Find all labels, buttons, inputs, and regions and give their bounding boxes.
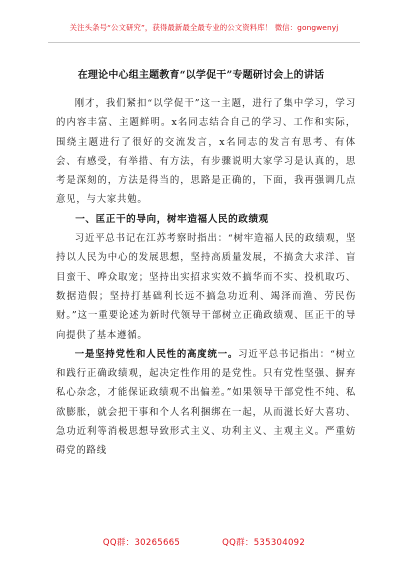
section-heading-1: 一、匡正干的导向，树牢造福人民的政绩观 <box>75 213 269 225</box>
intro-paragraph: 刚才，我们紧扣“以学促干”这一主题，进行了集中学习，学习的内容丰富、主题鲜明。x名同志结合自己的学习、工作和实际，围绕主题进行了很好的交流发言，x名同志的发言有思考、有体会、有感受，有举措、有方法，有步骤说明大家学习是认真的，思考是深刻的，方法是得当的，思路是正确的，下面，我再强调几点意见，与大家共勉。 <box>56 98 356 206</box>
section-1-paragraph: 习近平总书记在江苏考察时指出：“树牢造福人民的政绩观，坚持以人民为中心的发展思想，坚持高质量发展，不搞贪大求洋、盲目蛮干、哗众取宠；坚持出实招求实效不搞华而不实、投机取巧、数据造假；坚持打基础利长远不搞急功近利、竭泽而渔、劳民伤财。”这一重要论述为新时代领导干部树立正确政绩观、匡正干的导向提供了基本遵循。 <box>56 233 356 341</box>
header-divider <box>48 42 360 43</box>
header-note: 关注头条号“公文研究”，获得最新最全最专业的公文资料库！ 微信：gongwenyj <box>69 23 339 32</box>
document-title: 在理论中心组主题教育“以学促干”专题研讨会上的讲话 <box>77 70 325 81</box>
point-1-paragraph <box>56 345 356 461</box>
footer-qq-group-alt: QQ群：535304092 <box>222 538 306 548</box>
point-1-text: 习近平总书记指出：“树立和践行正确政绩观，起决定性作用的是党性。只有党性坚强、摒弃私心杂念，才能保证政绩观不出偏差。”如果领导干部党性不纯、私欲膨胀，就会把干事和个人名利捆绑在一起，从而滋长好大喜功、急功近利等消极思想导致形式主义、功利主义、主观主义。严重妨碍党的路线 <box>56 348 356 457</box>
document-body <box>56 66 356 461</box>
footer-qq-group: QQ群：30265665 <box>102 538 181 548</box>
point-1-lead: 一是坚持党性和人民性的高度统一。 <box>74 348 239 360</box>
footer-contacts <box>0 536 408 548</box>
